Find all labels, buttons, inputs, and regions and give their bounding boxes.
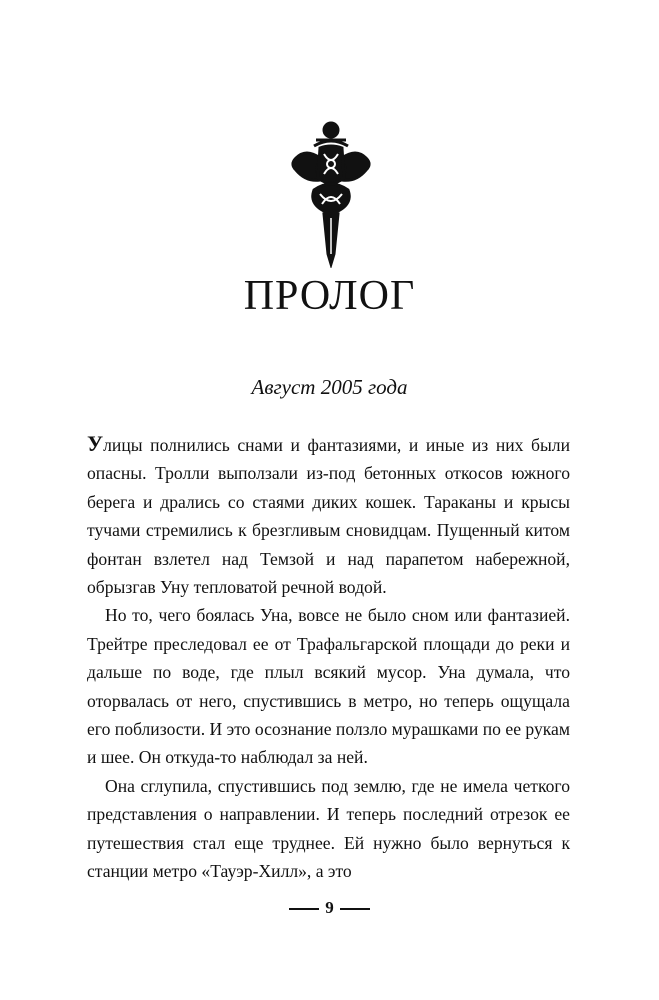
- paragraph-1: [87, 430, 570, 601]
- body-text: [87, 430, 570, 886]
- page-number-footer: [0, 896, 659, 920]
- paragraph-2: Но то, чего боялась Уна, вовсе не было сном или фантазией. Трейтре преследовал ее от Трафальгарской площади до реки и дальше по воде, где плыл всякий мусор. Уна думала, что оторвалась от него, спустившись в метро, но теперь ощущала его поблизости. И это осознание ползло мурашками по ее рукам и шее. Он откуда-то наблюдал за ней.: [87, 605, 570, 768]
- left-dash: [289, 908, 319, 910]
- chapter-title: ПРОЛОГ: [243, 273, 416, 319]
- chapter-date: Август 2005 года: [251, 375, 408, 399]
- first-letter: У: [87, 431, 104, 456]
- paragraph-1-text: лицы полнились снами и фантазиями, и иные из них были опасны. Тролли выползали из-под бетонных откосов южного берега и дрались со стаями диких кошек. Тараканы и крысы тучами стремились к брезгливым сновидцам. Пущенный китом фонтан взлетел над Темзой и над парапетом набережной, обрызгав Уну тепловатой речной водой.: [87, 435, 570, 598]
- page-number: 9: [325, 898, 334, 917]
- paragraph-3: Она сглупила, спустившись под землю, где не имела четкого представления о направлении. И теперь последний отрезок ее путешествия стал еще труднее. Ей нужно было вернуться к станции метро «Тауэр-Хилл», а это: [87, 775, 570, 882]
- celtic-dagger-ornament: [284, 118, 378, 268]
- right-dash: [340, 908, 370, 910]
